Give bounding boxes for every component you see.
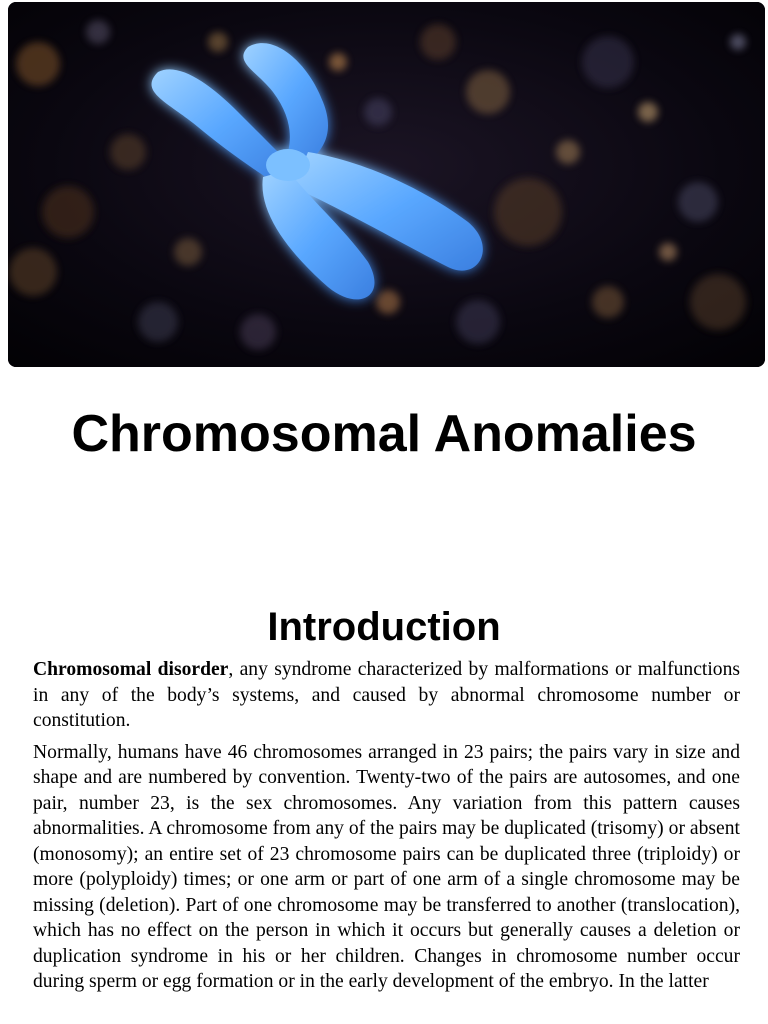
paragraph-text: , any syndrome characterized by malformations or malfunctions in any of the body’s systems, and caused by abnormal chromosome number or constitution. [33,659,740,731]
term-chromosomal-disorder: Chromosomal disorder [33,659,229,680]
chromosome-image [8,2,765,367]
paragraph: Normally, humans have 46 chromosomes arranged in 23 pairs; the pairs vary in size and shape and are numbered by convention. Twenty-two of the pairs are autosomes, and one pair, number 23, is the sex chromosomes. Any variation from this pattern causes abnormalities. A chromosome from any of the pairs may be duplicated (trisomy) or absent (monosomy); an entire set of 23 chromosome pairs can be duplicated three (triploidy) or more (polyploidy) times; or one arm or part of one arm of a single chromosome may be missing (deletion). Part of one chromosome may be transferred to another (translocation), which has no effect on the person in which it occurs but generally causes a deletion or duplication syndrome in his or her children. Changes in chromosome number occur during sperm or egg formation or in the early development of the embryo. In the latter [33,741,740,992]
section-heading-introduction: Introduction [267,605,501,649]
chromosome-icon [8,2,765,367]
introduction-body [33,657,740,1001]
page-title: Chromosomal Anomalies [71,405,697,463]
paragraph [33,657,740,734]
